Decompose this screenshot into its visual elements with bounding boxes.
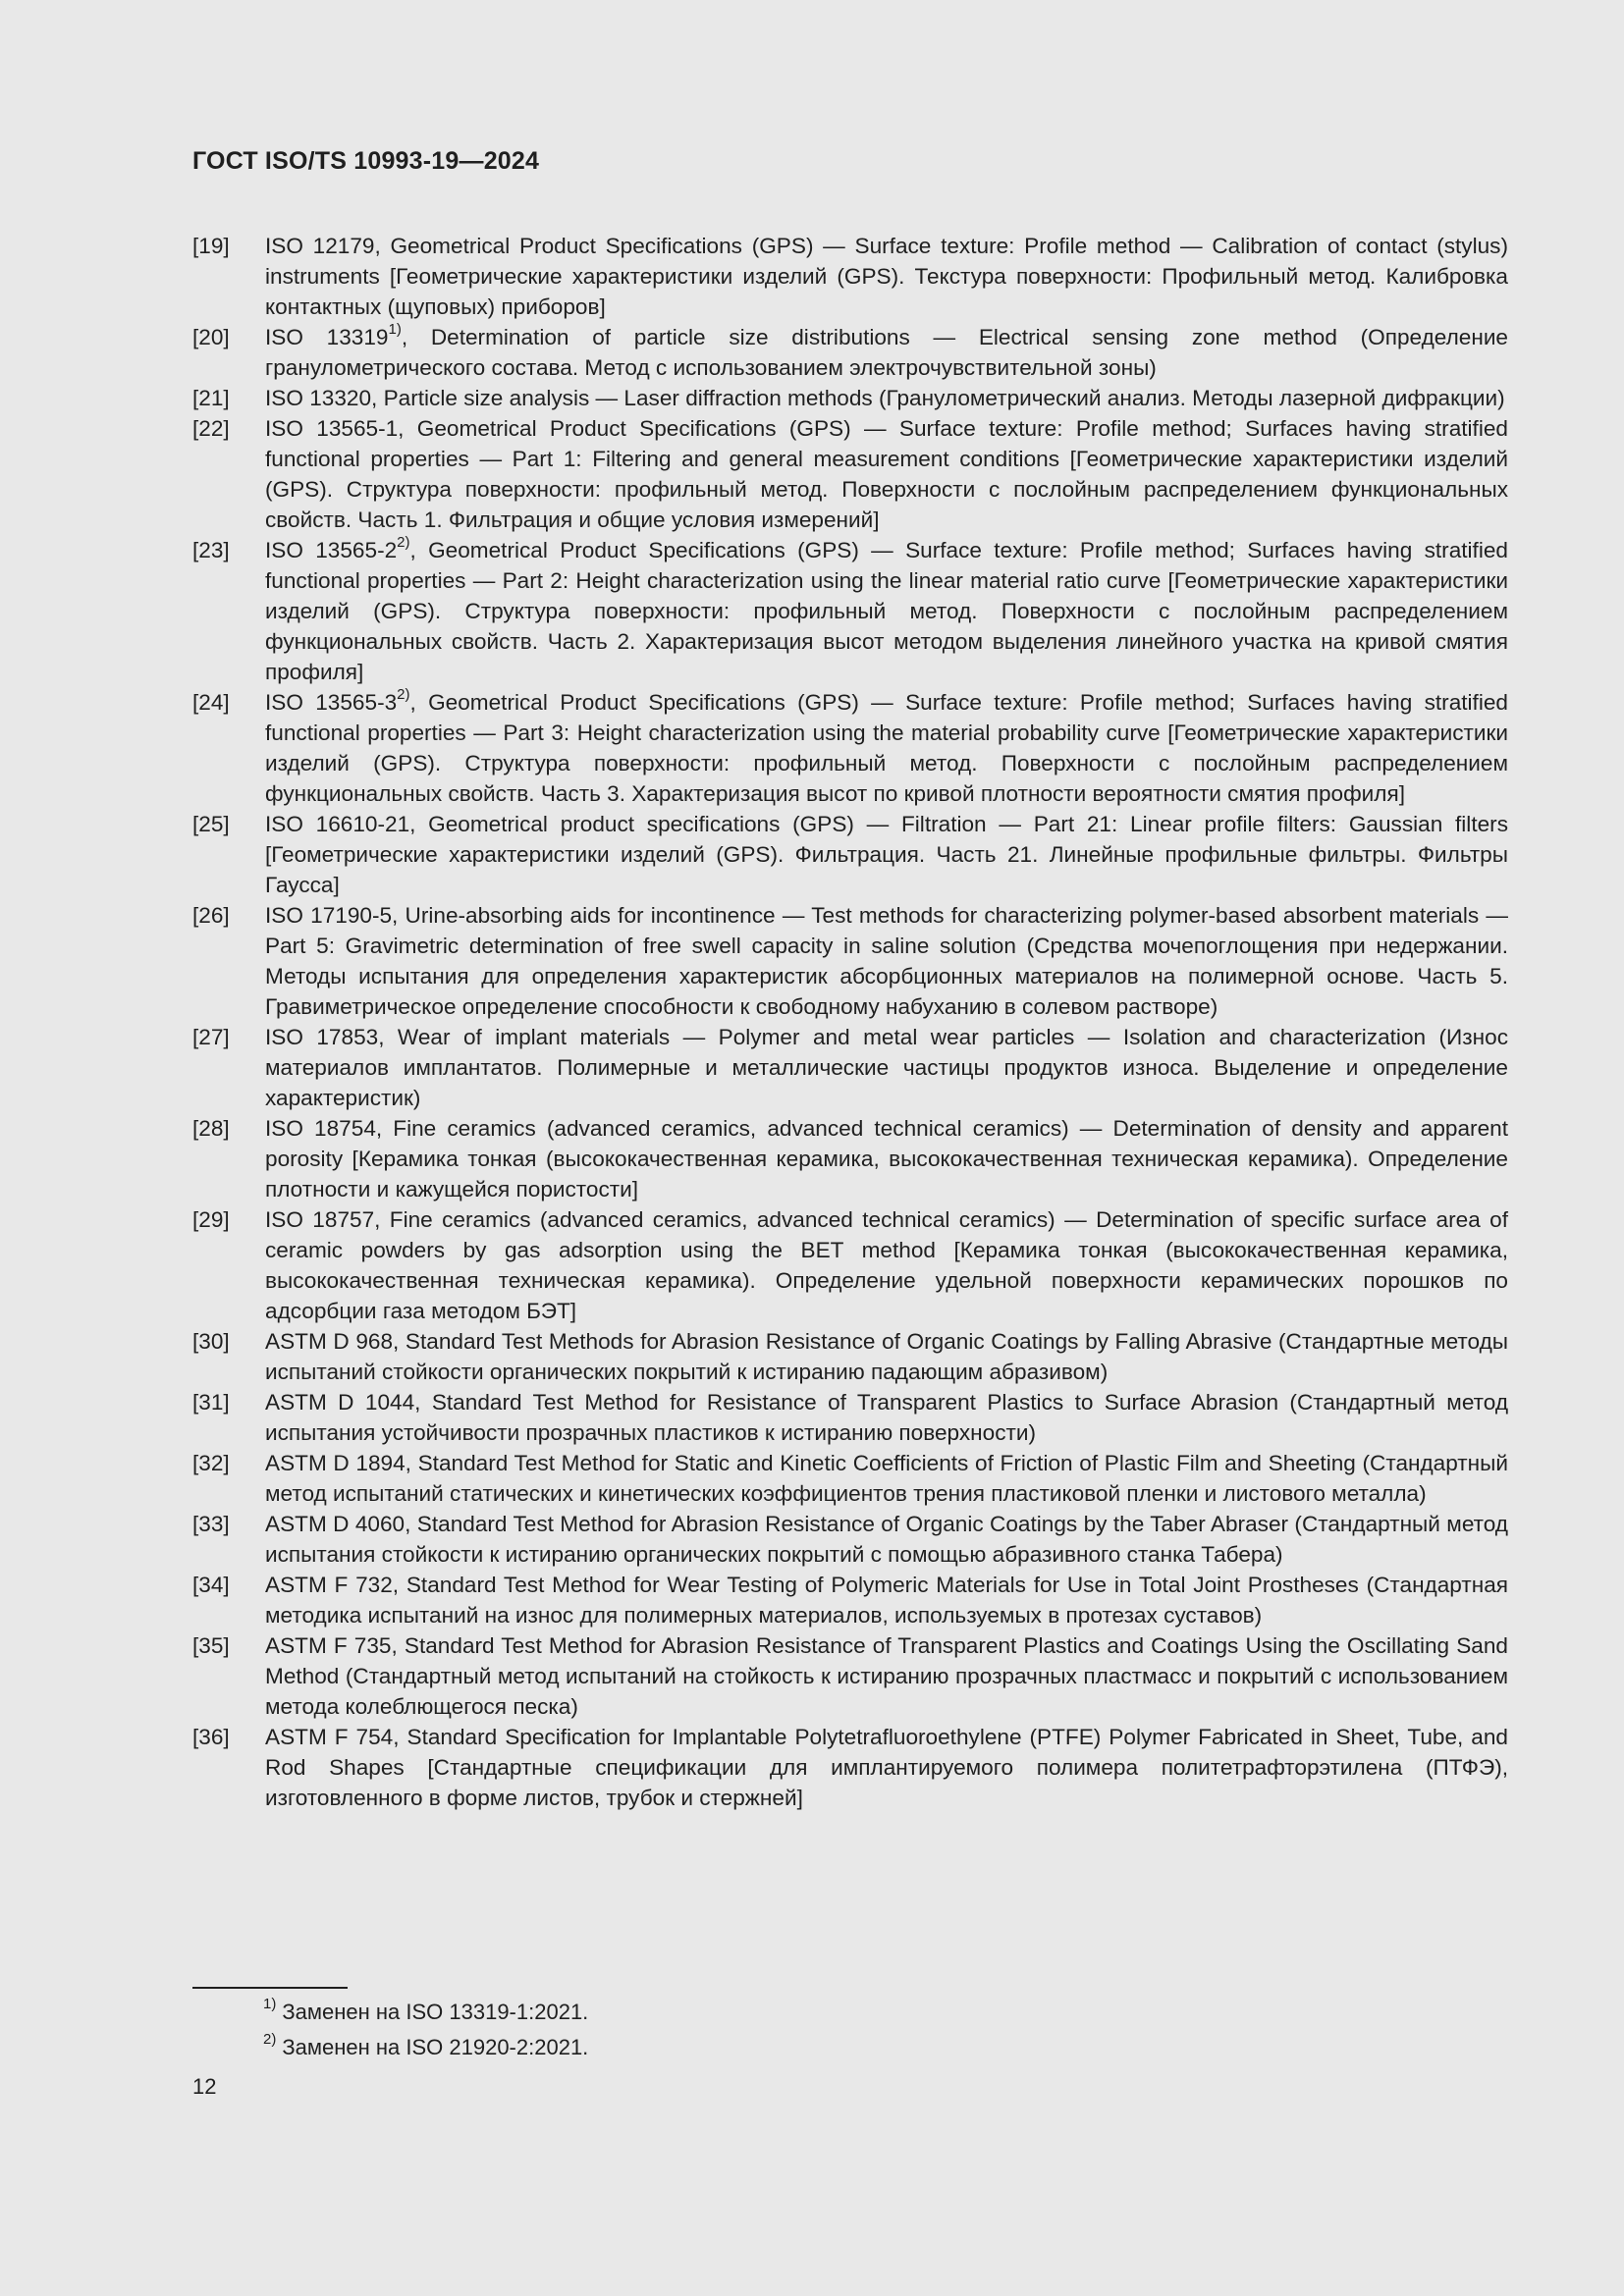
reference-number: [30] [192,1329,230,1354]
reference-number: [32] [192,1451,230,1475]
reference-number: [20] [192,325,230,349]
footnote-mark: 1) [263,1995,277,2012]
reference-item [192,1630,1508,1722]
reference-text: ASTM D 1894, Standard Test Method for Static and Kinetic Coefficients of Friction of Plastic Film and Sheeting (Стандартный метод испытаний статических и кинетических коэффициентов трения пластиковой пленки и листового металла) [265,1451,1508,1506]
reference-item [192,900,1508,1022]
reference-item [192,1387,1508,1448]
reference-text: ISO 17853, Wear of implant materials — Polymer and metal wear particles — Isolation and characterization (Износ материалов имплантатов. Полимерные и металлические частицы продуктов износа. Выделение и определение характеристик) [265,1025,1508,1110]
reference-item [192,535,1508,687]
reference-text: ASTM D 968, Standard Test Methods for Abrasion Resistance of Organic Coatings by Falling Abrasive (Стандартные методы испытаний стойкости органических покрытий к истиранию падающим абразивом) [265,1329,1508,1384]
reference-item [192,1204,1508,1326]
reference-text: ISO 12179, Geometrical Product Specifications (GPS) — Surface texture: Profile method — Calibration of contact (stylus) instruments [Геометрические характеристики изделий (GPS). Текстура поверхности: Профильный метод. Калибровка контактных (щуповых) приборов] [265,234,1508,319]
reference-text: ISO 18757, Fine ceramics (advanced ceramics, advanced technical ceramics) — Determination of specific surface area of ceramic powders by gas adsorption using the BET method [Керамика тонкая (высококачественная керамика, высококачественная техническая керамика). Определение удельной поверхности керамических порошков по адсорбции газа методом БЭТ] [265,1207,1508,1323]
footnote-text: Заменен на ISO 13319-1:2021. [282,2000,589,2024]
reference-number: [35] [192,1633,230,1658]
reference-number: [21] [192,386,230,410]
reference-number: [36] [192,1725,230,1749]
reference-text: ISO 13320, Particle size analysis — Laser diffraction methods (Гранулометрический анализ. Методы лазерной дифракции) [265,386,1505,410]
reference-item [192,1022,1508,1113]
footnote-mark: 2) [397,534,410,552]
reference-number: [24] [192,690,230,715]
footnote-mark: 2) [263,2030,277,2048]
reference-number: [33] [192,1512,230,1536]
reference-number: [23] [192,538,230,562]
reference-text: ISO 16610-21, Geometrical product specifications (GPS) — Filtration — Part 21: Linear profile filters: Gaussian filters [Геометрические характеристики изделий (GPS). Фильтрация. Часть 21. Линейные профильные фильтры. Фильтры Гаусса] [265,812,1508,897]
reference-text: ISO 13565-3$^{2)}$, Geometrical Product Specifications (GPS) — Surface texture: Profile method; Surfaces having stratified functional properties — Part 3: Height characterization using the material probability curve [Геометрические характеристики изделий (GPS). Структура поверхности: профильный метод. Поверхности с послойным распределением функциональных свойств. Часть 3. Характеризация высот по кривой плотности вероятности смятия профиля] [265,686,1508,806]
document-header: ГОСТ ISO/TS 10993-19—2024 [192,147,540,175]
footnotes [263,1995,1441,2065]
reference-number: [29] [192,1207,230,1232]
reference-item [192,1722,1508,1813]
reference-number: [25] [192,812,230,836]
reference-item [192,1509,1508,1570]
reference-text: ISO 18754, Fine ceramics (advanced ceramics, advanced technical ceramics) — Determination of density and apparent porosity [Керамика тонкая (высококачественная керамика, высококачественная техническая керамика). Определение плотности и кажущейся пористости] [265,1116,1508,1201]
reference-text: ASTM F 732, Standard Test Method for Wear Testing of Polymeric Materials for Use in Total Joint Prostheses (Стандартная методика испытаний на износ для полимерных материалов, используемых в протезах суставов) [265,1573,1508,1628]
reference-item [192,809,1508,900]
reference-item [192,383,1508,413]
page-number: 12 [192,2074,217,2099]
reference-text: ASTM D 4060, Standard Test Method for Abrasion Resistance of Organic Coatings by the Taber Abraser (Стандартный метод испытания стойкости к истиранию органических покрытий с помощью абразивного станка Табера) [265,1512,1508,1567]
reference-item [192,231,1508,322]
footnote-mark: 1) [388,321,402,339]
footnote-mark: 2) [397,686,410,704]
footnote-text: Заменен на ISO 21920-2:2021. [282,2035,589,2059]
reference-text: ISO 17190-5, Urine-absorbing aids for incontinence — Test methods for characterizing polymer-based absorbent materials — Part 5: Gravimetric determination of free swell capacity in saline solution (Средства мочепоглощения при недержании. Методы испытания для определения характеристик абсорбционных материалов на полимерной основе. Часть 5. Гравиметрическое определение способности к свободному набуханию в солевом растворе) [265,903,1508,1019]
reference-text: ASTM D 1044, Standard Test Method for Resistance of Transparent Plastics to Surface Abrasion (Стандартный метод испытания устойчивости прозрачных пластиков к истиранию поверхности) [265,1390,1508,1445]
reference-number: [22] [192,416,230,441]
reference-text: ISO 13565-2$^{2)}$, Geometrical Product Specifications (GPS) — Surface texture: Profile method; Surfaces having stratified functional properties — Part 2: Height characterization using the linear material ratio curve [Геометрические характеристики изделий (GPS). Структура поверхности: профильный метод. Поверхности с послойным распределением функциональных свойств. Часть 2. Характеризация высот методом выделения линейного участка на кривой смятия профиля] [265,534,1508,684]
reference-item [192,1448,1508,1509]
reference-item [192,413,1508,535]
reference-text: ISO 13319$^{1)}$, Determination of particle size distributions — Electrical sensing zone method (Определение гранулометрического состава. Метод с использованием электрочувствительной зоны) [265,321,1509,380]
reference-number: [26] [192,903,230,928]
reference-number: [19] [192,234,230,258]
footnote-divider [192,1987,348,1989]
footnote-item [263,1995,1441,2030]
reference-number: [27] [192,1025,230,1049]
reference-text: ASTM F 735, Standard Test Method for Abrasion Resistance of Transparent Plastics and Coatings Using the Oscillating Sand Method (Стандартный метод испытаний на стойкость к истиранию прозрачных пластмасс и покрытий с использованием метода колеблющегося песка) [265,1633,1508,1719]
reference-number: [31] [192,1390,230,1415]
reference-number: [28] [192,1116,230,1141]
reference-text: ASTM F 754, Standard Specification for Implantable Polytetrafluoroethylene (PTFE) Polymer Fabricated in Sheet, Tube, and Rod Shapes [Стандартные спецификации для имплантируемого полимера политетрафторэтилена (ПТФЭ), изготовленного в форме листов, трубок и стержней] [265,1725,1508,1810]
bibliography-list [192,231,1508,1813]
reference-text: ISO 13565-1, Geometrical Product Specifications (GPS) — Surface texture: Profile method; Surfaces having stratified functional properties — Part 1: Filtering and general measurement conditions [Геометрические характеристики изделий (GPS). Структура поверхности: профильный метод. Поверхности с послойным распределением функциональных свойств. Часть 1. Фильтрация и общие условия измерений] [265,416,1508,532]
reference-item [192,322,1508,383]
reference-item [192,1326,1508,1387]
reference-number: [34] [192,1573,230,1597]
reference-item [192,687,1508,809]
reference-item [192,1570,1508,1630]
footnote-item [263,2030,1441,2065]
reference-item [192,1113,1508,1204]
